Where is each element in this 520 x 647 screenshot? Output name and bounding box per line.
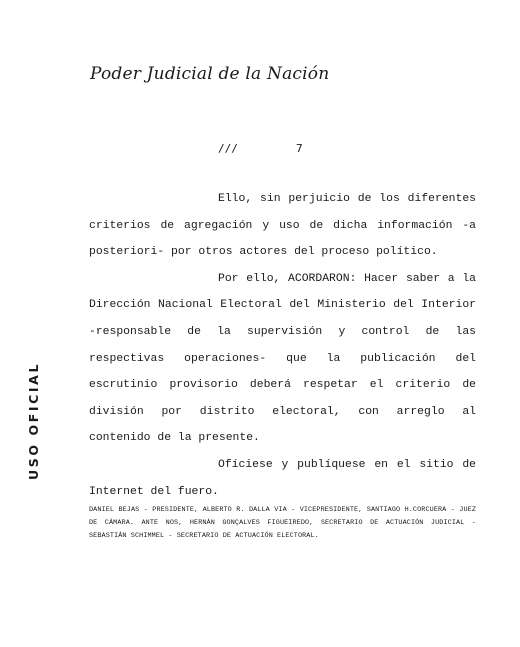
uso-oficial-stamp: USO OFICIAL	[26, 361, 41, 480]
document-header-title: Poder Judicial de la Nación	[90, 64, 330, 84]
page-number: 7	[296, 142, 303, 155]
page-continuation-slashes: ///	[218, 142, 238, 155]
paragraph-acordaron: Por ello, ACORDARON: Hacer saber a la Dirección Nacional Electoral del Ministerio del Interior -responsable de la supervisión y control de las respectivas operaciones- que la publicación del escrutinio provisorio deberá respetar el criterio de división por distrito electoral, con arreglo al contenido de la presente.	[89, 272, 476, 445]
page-marker	[218, 142, 303, 155]
paragraph-ofíciese: Ofíciese y publíquese en el sitio de Internet del fuero.	[89, 458, 476, 498]
signers-block: DANIEL BEJAS - PRESIDENTE, ALBERTO R. DALLA VIA - VICEPRESIDENTE, SANTIAGO H.CORCUERA - JUEZ DE CÁMARA. ANTE NOS, HERNÁN GONÇALVES FIGUEIREDO, SECRETARIO DE ACTUACIÓN JUDICIAL - SEBASTIÁN SCHIMMEL - SECRETARIO DE ACTUACIÓN ELECTORAL.	[89, 506, 476, 540]
resolution-body	[89, 186, 476, 505]
paragraph-criterios: Ello, sin perjuicio de los diferentes criterios de agregación y uso de dicha información -a posteriori- por otros actores del proceso político.	[89, 193, 476, 259]
